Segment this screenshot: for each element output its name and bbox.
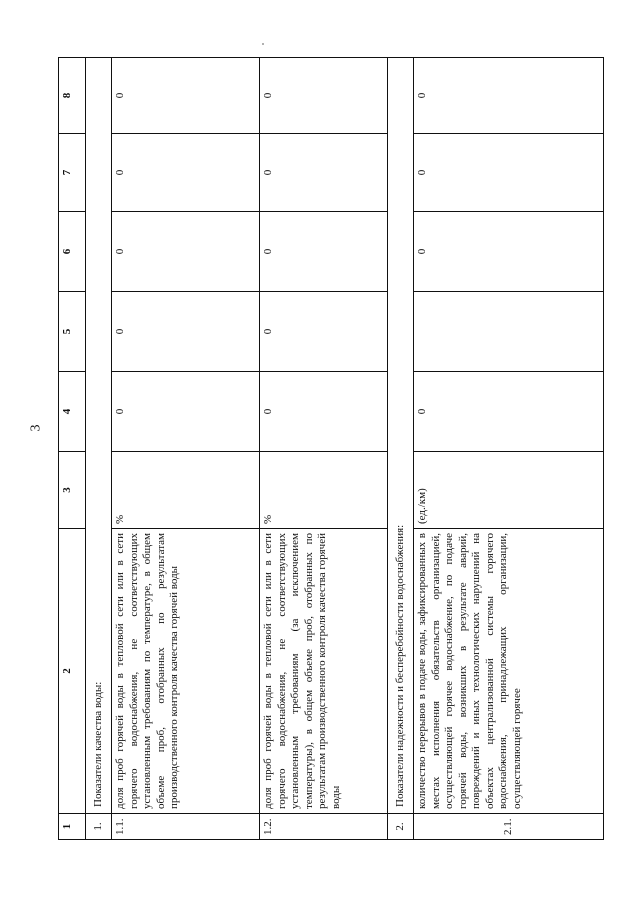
- row-value: 0: [414, 372, 604, 452]
- header-cell: 2: [59, 529, 86, 814]
- row-unit: %: [260, 452, 388, 529]
- row-value: 0: [414, 58, 604, 134]
- row-value: 0: [260, 292, 388, 372]
- section-number: 1.: [86, 814, 112, 840]
- row-unit: %: [112, 452, 260, 529]
- rotated-table-container: [58, 58, 604, 840]
- row-value: 0: [112, 134, 260, 212]
- header-cell: 5: [59, 292, 86, 372]
- section-title: Показатели качества воды:: [86, 58, 112, 814]
- row-value: 0: [260, 134, 388, 212]
- row-value: 0: [260, 372, 388, 452]
- table-row: [112, 58, 260, 840]
- row-description: доля проб горячей воды в тепловой сети или в сети горячего водоснабжения, не соответствующих установленным требованиям (за исключением температуры), в общем объеме проб, отобранных по результатам производственного контроля качества горячей воды: [260, 529, 388, 814]
- row-description: количество перерывов в подаче воды, зафиксированных в местах исполнения обязательств организацией, осуществляющей горячее водоснабжение, по подаче горячей воды, возникших в результате аварий, повреждений и иных технологических нарушений на объектах централизованной системы горячего водоснабжения, принадлежащих организации, осуществляющей горячее: [414, 529, 604, 814]
- section-number: 2.: [388, 814, 414, 840]
- row-value: 0: [112, 292, 260, 372]
- header-cell: 4: [59, 372, 86, 452]
- row-value: 0: [112, 58, 260, 134]
- row-description: доля проб горячей воды в тепловой сети или в сети горячего водоснабжения, не соответствующих установленным требованиям по температуре, в общем объеме проб, отобранных по результатам производственного контроля качества горячей воды: [112, 529, 260, 814]
- indicators-table: [58, 57, 604, 840]
- section-row: [86, 58, 112, 840]
- row-number: 1.2.: [260, 814, 388, 840]
- row-unit: (ед./км): [414, 452, 604, 529]
- row-value: [414, 292, 604, 372]
- scan-artifact: [262, 43, 264, 45]
- header-cell: 8: [59, 58, 86, 134]
- section-title: Показатели надежности и бесперебойности водоснабжения:: [388, 58, 414, 814]
- row-value: 0: [260, 58, 388, 134]
- row-value: 0: [112, 212, 260, 292]
- header-row: [59, 58, 86, 840]
- row-number: 2.1.: [414, 814, 604, 840]
- row-value: 0: [414, 212, 604, 292]
- row-number: 1.1.: [112, 814, 260, 840]
- table-row: [414, 58, 604, 840]
- section-row: [388, 58, 414, 840]
- header-cell: 6: [59, 212, 86, 292]
- row-value: 0: [112, 372, 260, 452]
- header-cell: 7: [59, 134, 86, 212]
- row-value: 0: [414, 134, 604, 212]
- header-cell: 1: [59, 814, 86, 840]
- row-value: 0: [260, 212, 388, 292]
- header-cell: 3: [59, 452, 86, 529]
- table-row: [260, 58, 388, 840]
- page-number: 3: [28, 424, 44, 432]
